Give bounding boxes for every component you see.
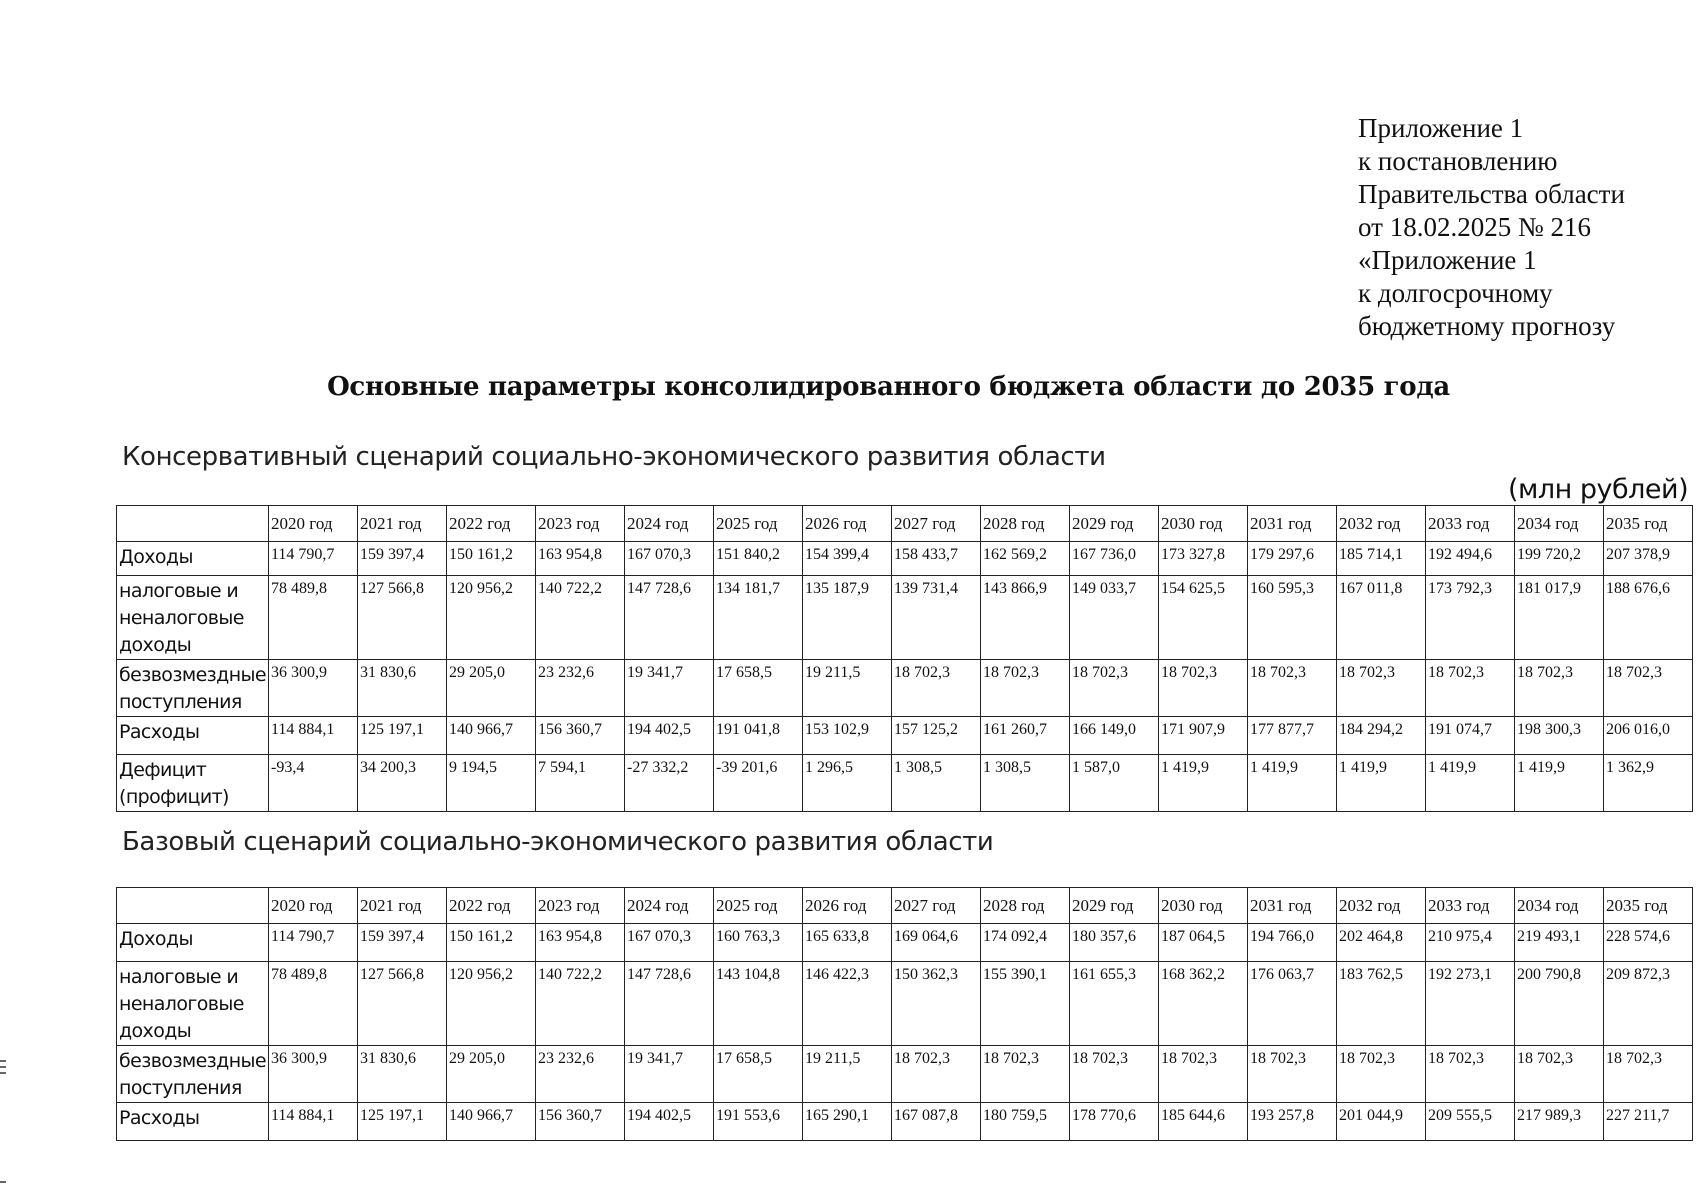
value-cell: 114 884,1 — [269, 717, 358, 755]
value-cell: 183 762,5 — [1337, 962, 1426, 1046]
table-row — [117, 924, 1693, 962]
value-cell: 125 197,1 — [358, 717, 447, 755]
value-cell: 19 341,7 — [625, 1046, 714, 1103]
document-title: Основные параметры консолидированного бюджета области до 2035 года — [327, 372, 1450, 402]
value-cell: 23 232,6 — [536, 660, 625, 717]
value-cell: 17 658,5 — [714, 660, 803, 717]
year-header-cell: 2027 год — [892, 506, 981, 542]
value-cell: 18 702,3 — [981, 660, 1070, 717]
value-cell: 194 402,5 — [625, 1103, 714, 1141]
value-cell: 140 722,2 — [536, 962, 625, 1046]
appendix-line: «Приложение 1 — [1358, 245, 1537, 275]
value-cell: 29 205,0 — [447, 1046, 536, 1103]
value-cell: 1 419,9 — [1515, 755, 1604, 812]
header-corner-cell — [117, 888, 269, 924]
value-cell: 18 702,3 — [1604, 660, 1693, 717]
year-header-cell: 2030 год — [1159, 888, 1248, 924]
value-cell: 1 587,0 — [1070, 755, 1159, 812]
value-cell: 18 702,3 — [981, 1046, 1070, 1103]
value-cell: 78 489,8 — [269, 962, 358, 1046]
value-cell: 150 161,2 — [447, 542, 536, 576]
value-cell: 194 766,0 — [1248, 924, 1337, 962]
value-cell: 173 792,3 — [1426, 576, 1515, 660]
value-cell: 36 300,9 — [269, 660, 358, 717]
value-cell: 166 149,0 — [1070, 717, 1159, 755]
appendix-header — [1358, 112, 1625, 343]
value-cell: 18 702,3 — [1248, 1046, 1337, 1103]
value-cell: 156 360,7 — [536, 1103, 625, 1141]
year-header-cell: 2020 год — [269, 506, 358, 542]
value-cell: 34 200,3 — [358, 755, 447, 812]
year-header-cell: 2022 год — [447, 888, 536, 924]
value-cell: 147 728,6 — [625, 962, 714, 1046]
margin-mark — [0, 1181, 6, 1183]
base-scenario-title: Базовый сценарий социально-экономического развития области — [122, 827, 994, 857]
value-cell: 1 362,9 — [1604, 755, 1693, 812]
year-header-cell: 2029 год — [1070, 506, 1159, 542]
table-row — [117, 717, 1693, 755]
value-cell: 18 702,3 — [1426, 1046, 1515, 1103]
value-cell: 36 300,9 — [269, 1046, 358, 1103]
year-header-cell: 2025 год — [714, 506, 803, 542]
value-cell: 219 493,1 — [1515, 924, 1604, 962]
value-cell: 18 702,3 — [1604, 1046, 1693, 1103]
row-label-cell: безвозмездные поступления — [117, 1046, 269, 1103]
value-cell: 125 197,1 — [358, 1103, 447, 1141]
value-cell: 174 092,4 — [981, 924, 1070, 962]
year-header-cell: 2020 год — [269, 888, 358, 924]
value-cell: 147 728,6 — [625, 576, 714, 660]
value-cell: 167 070,3 — [625, 542, 714, 576]
value-cell: 149 033,7 — [1070, 576, 1159, 660]
value-cell: 23 232,6 — [536, 1046, 625, 1103]
value-cell: 18 702,3 — [1515, 660, 1604, 717]
value-cell: 127 566,8 — [358, 962, 447, 1046]
value-cell: 188 676,6 — [1604, 576, 1693, 660]
value-cell: 1 419,9 — [1426, 755, 1515, 812]
year-header-cell: 2027 год — [892, 888, 981, 924]
year-header-cell: 2035 год — [1604, 888, 1693, 924]
value-cell: 192 273,1 — [1426, 962, 1515, 1046]
conservative-scenario-title: Консервативный сценарий социально-экономического развития области — [122, 442, 1106, 472]
year-header-cell: 2024 год — [625, 888, 714, 924]
appendix-line: Правительства области — [1358, 179, 1625, 209]
value-cell: 165 290,1 — [803, 1103, 892, 1141]
value-cell: 228 574,6 — [1604, 924, 1693, 962]
year-header-cell: 2023 год — [536, 888, 625, 924]
value-cell: 18 702,3 — [1337, 1046, 1426, 1103]
value-cell: 29 205,0 — [447, 660, 536, 717]
appendix-line: к долгосрочному — [1358, 278, 1553, 308]
value-cell: 165 633,8 — [803, 924, 892, 962]
value-cell: 140 966,7 — [447, 717, 536, 755]
value-cell: 176 063,7 — [1248, 962, 1337, 1046]
year-header-cell: 2021 год — [358, 888, 447, 924]
value-cell: 18 702,3 — [1159, 660, 1248, 717]
row-label-cell: Доходы — [117, 542, 269, 576]
value-cell: 114 790,7 — [269, 542, 358, 576]
value-cell: -39 201,6 — [714, 755, 803, 812]
value-cell: 114 884,1 — [269, 1103, 358, 1141]
year-header-cell: 2022 год — [447, 506, 536, 542]
value-cell: 9 194,5 — [447, 755, 536, 812]
row-label-cell: Дефицит (профицит) — [117, 755, 269, 812]
value-cell: 185 714,1 — [1337, 542, 1426, 576]
value-cell: 1 308,5 — [981, 755, 1070, 812]
table-header-row — [117, 888, 1693, 924]
value-cell: 185 644,6 — [1159, 1103, 1248, 1141]
row-label-cell: Расходы — [117, 717, 269, 755]
value-cell: 163 954,8 — [536, 924, 625, 962]
value-cell: 154 625,5 — [1159, 576, 1248, 660]
value-cell: -27 332,2 — [625, 755, 714, 812]
value-cell: 162 569,2 — [981, 542, 1070, 576]
table-row — [117, 1046, 1693, 1103]
value-cell: 180 759,5 — [981, 1103, 1070, 1141]
value-cell: 153 102,9 — [803, 717, 892, 755]
value-cell: 181 017,9 — [1515, 576, 1604, 660]
value-cell: 167 011,8 — [1337, 576, 1426, 660]
value-cell: 161 260,7 — [981, 717, 1070, 755]
value-cell: 161 655,3 — [1070, 962, 1159, 1046]
year-header-cell: 2028 год — [981, 506, 1070, 542]
year-header-cell: 2034 год — [1515, 506, 1604, 542]
value-cell: 18 702,3 — [1426, 660, 1515, 717]
units-label: (млн рублей) — [1508, 474, 1689, 505]
value-cell: 146 422,3 — [803, 962, 892, 1046]
value-cell: 114 790,7 — [269, 924, 358, 962]
appendix-line: бюджетному прогнозу — [1358, 311, 1616, 341]
base-budget-table — [116, 887, 1693, 1141]
value-cell: 167 736,0 — [1070, 542, 1159, 576]
value-cell: -93,4 — [269, 755, 358, 812]
year-header-cell: 2033 год — [1426, 506, 1515, 542]
margin-mark — [0, 1072, 6, 1074]
value-cell: 18 702,3 — [1337, 660, 1426, 717]
year-header-cell: 2031 год — [1248, 506, 1337, 542]
year-header-cell: 2026 год — [803, 888, 892, 924]
value-cell: 1 419,9 — [1248, 755, 1337, 812]
value-cell: 120 956,2 — [447, 576, 536, 660]
value-cell: 191 074,7 — [1426, 717, 1515, 755]
value-cell: 78 489,8 — [269, 576, 358, 660]
value-cell: 154 399,4 — [803, 542, 892, 576]
value-cell: 143 104,8 — [714, 962, 803, 1046]
value-cell: 201 044,9 — [1337, 1103, 1426, 1141]
value-cell: 1 419,9 — [1337, 755, 1426, 812]
table-header-row — [117, 506, 1693, 542]
value-cell: 1 308,5 — [892, 755, 981, 812]
value-cell: 209 872,3 — [1604, 962, 1693, 1046]
value-cell: 1 296,5 — [803, 755, 892, 812]
value-cell: 167 070,3 — [625, 924, 714, 962]
value-cell: 173 327,8 — [1159, 542, 1248, 576]
year-header-cell: 2021 год — [358, 506, 447, 542]
year-header-cell: 2032 год — [1337, 506, 1426, 542]
table-row — [117, 755, 1693, 812]
row-label-cell: Расходы — [117, 1103, 269, 1141]
table-row — [117, 576, 1693, 660]
value-cell: 31 830,6 — [358, 660, 447, 717]
value-cell: 206 016,0 — [1604, 717, 1693, 755]
margin-mark — [0, 1066, 6, 1068]
value-cell: 159 397,4 — [358, 542, 447, 576]
value-cell: 18 702,3 — [1070, 660, 1159, 717]
value-cell: 139 731,4 — [892, 576, 981, 660]
value-cell: 187 064,5 — [1159, 924, 1248, 962]
value-cell: 157 125,2 — [892, 717, 981, 755]
value-cell: 167 087,8 — [892, 1103, 981, 1141]
year-header-cell: 2034 год — [1515, 888, 1604, 924]
value-cell: 7 594,1 — [536, 755, 625, 812]
value-cell: 18 702,3 — [1515, 1046, 1604, 1103]
value-cell: 194 402,5 — [625, 717, 714, 755]
table-row — [117, 542, 1693, 576]
value-cell: 18 702,3 — [1248, 660, 1337, 717]
value-cell: 210 975,4 — [1426, 924, 1515, 962]
value-cell: 180 357,6 — [1070, 924, 1159, 962]
value-cell: 160 595,3 — [1248, 576, 1337, 660]
value-cell: 150 161,2 — [447, 924, 536, 962]
row-label-cell: налоговые и неналоговые доходы — [117, 576, 269, 660]
value-cell: 171 907,9 — [1159, 717, 1248, 755]
value-cell: 17 658,5 — [714, 1046, 803, 1103]
value-cell: 140 966,7 — [447, 1103, 536, 1141]
value-cell: 19 211,5 — [803, 660, 892, 717]
year-header-cell: 2025 год — [714, 888, 803, 924]
value-cell: 160 763,3 — [714, 924, 803, 962]
value-cell: 143 866,9 — [981, 576, 1070, 660]
value-cell: 227 211,7 — [1604, 1103, 1693, 1141]
year-header-cell: 2028 год — [981, 888, 1070, 924]
value-cell: 184 294,2 — [1337, 717, 1426, 755]
row-label-cell: Доходы — [117, 924, 269, 962]
value-cell: 151 840,2 — [714, 542, 803, 576]
value-cell: 207 378,9 — [1604, 542, 1693, 576]
value-cell: 198 300,3 — [1515, 717, 1604, 755]
value-cell: 140 722,2 — [536, 576, 625, 660]
value-cell: 18 702,3 — [1070, 1046, 1159, 1103]
value-cell: 191 041,8 — [714, 717, 803, 755]
year-header-cell: 2024 год — [625, 506, 714, 542]
value-cell: 209 555,5 — [1426, 1103, 1515, 1141]
value-cell: 18 702,3 — [892, 1046, 981, 1103]
year-header-cell: 2035 год — [1604, 506, 1693, 542]
value-cell: 193 257,8 — [1248, 1103, 1337, 1141]
appendix-line: от 18.02.2025 № 216 — [1358, 212, 1591, 242]
value-cell: 18 702,3 — [1159, 1046, 1248, 1103]
value-cell: 31 830,6 — [358, 1046, 447, 1103]
appendix-line: к постановлению — [1358, 146, 1558, 176]
value-cell: 179 297,6 — [1248, 542, 1337, 576]
conservative-budget-table — [116, 505, 1693, 812]
value-cell: 192 494,6 — [1426, 542, 1515, 576]
value-cell: 202 464,8 — [1337, 924, 1426, 962]
value-cell: 134 181,7 — [714, 576, 803, 660]
row-label-cell: безвозмездные поступления — [117, 660, 269, 717]
row-label-cell: налоговые и неналоговые доходы — [117, 962, 269, 1046]
table-row — [117, 660, 1693, 717]
value-cell: 169 064,6 — [892, 924, 981, 962]
value-cell: 163 954,8 — [536, 542, 625, 576]
value-cell: 19 211,5 — [803, 1046, 892, 1103]
value-cell: 177 877,7 — [1248, 717, 1337, 755]
table-row — [117, 1103, 1693, 1141]
year-header-cell: 2023 год — [536, 506, 625, 542]
value-cell: 150 362,3 — [892, 962, 981, 1046]
year-header-cell: 2033 год — [1426, 888, 1515, 924]
value-cell: 200 790,8 — [1515, 962, 1604, 1046]
appendix-line: Приложение 1 — [1358, 113, 1524, 143]
value-cell: 135 187,9 — [803, 576, 892, 660]
year-header-cell: 2030 год — [1159, 506, 1248, 542]
year-header-cell: 2029 год — [1070, 888, 1159, 924]
value-cell: 199 720,2 — [1515, 542, 1604, 576]
value-cell: 19 341,7 — [625, 660, 714, 717]
value-cell: 155 390,1 — [981, 962, 1070, 1046]
year-header-cell: 2031 год — [1248, 888, 1337, 924]
year-header-cell: 2032 год — [1337, 888, 1426, 924]
value-cell: 156 360,7 — [536, 717, 625, 755]
value-cell: 168 362,2 — [1159, 962, 1248, 1046]
header-corner-cell — [117, 506, 269, 542]
margin-mark — [0, 1060, 6, 1062]
year-header-cell: 2026 год — [803, 506, 892, 542]
value-cell: 191 553,6 — [714, 1103, 803, 1141]
value-cell: 217 989,3 — [1515, 1103, 1604, 1141]
value-cell: 127 566,8 — [358, 576, 447, 660]
value-cell: 159 397,4 — [358, 924, 447, 962]
value-cell: 158 433,7 — [892, 542, 981, 576]
value-cell: 18 702,3 — [892, 660, 981, 717]
value-cell: 178 770,6 — [1070, 1103, 1159, 1141]
value-cell: 1 419,9 — [1159, 755, 1248, 812]
table-row — [117, 962, 1693, 1046]
value-cell: 120 956,2 — [447, 962, 536, 1046]
